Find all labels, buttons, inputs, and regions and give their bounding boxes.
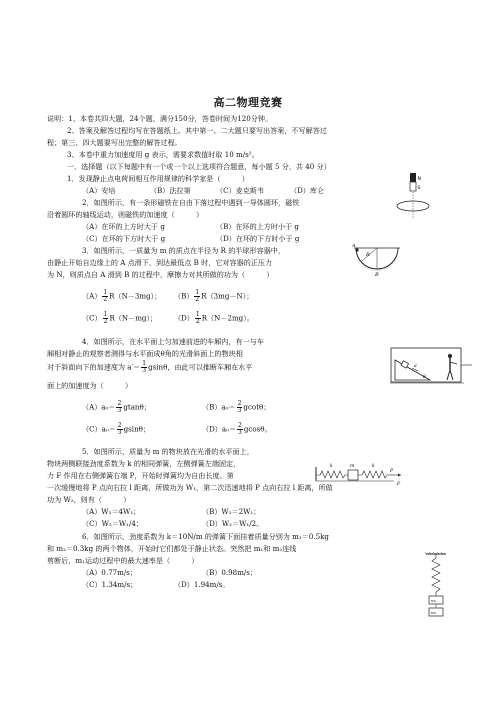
- q4-opt-num: 2: [238, 422, 242, 429]
- q3-option-a-fraction: [102, 290, 108, 303]
- q5-stem-line-3: 力 F 作用在右侧弹簧右端 P，开始时弹簧均为自由长度。第: [47, 471, 234, 480]
- q3-fig-label-b: B: [375, 272, 379, 278]
- q5-spring-figure: [312, 461, 404, 487]
- q5-stem-line-5: 功为 W₂，则有（ ）: [47, 495, 131, 504]
- q5-option-c: （C）W₂＝W₁/4；: [82, 519, 143, 528]
- q2-option-a: （A）在环的上方时大于 g: [82, 222, 165, 231]
- q6-fig-label-m1: m₁: [431, 598, 437, 603]
- q4-opt-num: 2: [237, 400, 242, 407]
- q2-fig-label-n: N: [417, 177, 421, 182]
- q4-frac-den: 3: [142, 367, 147, 374]
- q3-fig-label-r: R: [366, 252, 370, 258]
- q4-option-a-label: （A）a₀＝: [82, 402, 116, 412]
- q4-opt-num: 2: [117, 422, 122, 429]
- q6-fig-label-m2: m₂: [431, 610, 437, 615]
- q4-line3-text-a: 对于斜面向下的加速度为 a′＝: [47, 362, 141, 372]
- q5-fig-label-p: P: [390, 469, 394, 474]
- q3-fig-label-a: A: [352, 244, 356, 249]
- q5-stem-line-1: 5．如图所示，质量为 m 的物块放在光滑的水平面上，: [82, 447, 254, 456]
- q3-option-b-text: R（3mg－N）；: [201, 291, 254, 301]
- q5-option-a: （A）W₂＝4W₁；: [82, 507, 141, 516]
- q4-stem-line-2: 厢相对静止的观察者测得与水平面成θ角的光滑斜面上的物块相: [47, 349, 243, 358]
- q3-option-a-label: （A）: [82, 291, 102, 301]
- q4-option-a-fraction: [116, 401, 122, 414]
- q4-option-b-text: gcotθ；: [243, 402, 271, 412]
- q4-option-d-text: gcosθ。: [243, 424, 272, 434]
- q4-opt-den: 3: [238, 429, 242, 436]
- q4-stem-line-3: [47, 361, 252, 374]
- q3-option-c-fraction: [103, 312, 109, 325]
- q3-option-a-text: R（N－3mg）；: [109, 291, 162, 301]
- q4-opt-num: 2: [117, 400, 122, 407]
- instruction-line-3: 程；第三、四大题要写出完整的解答过程。: [47, 138, 182, 147]
- q3-option-d-fraction: [195, 312, 201, 325]
- q6-stem-line-1: 6．如图所示，劲度系数为 k＝10N/m 的弹簧下面挂着质量分别为 m₁＝0.5kg: [82, 532, 329, 541]
- q4-option-b-label: （B）a₀＝: [202, 402, 236, 412]
- q4-option-d-label: （D）a₀＝: [202, 424, 237, 434]
- q3-option-b-label: （B）: [174, 291, 194, 301]
- instruction-line-4: 3、本卷中重力加速度用 g 表示，需要求数值时取 10 m/s²。: [67, 150, 259, 159]
- q4-option-a-text: gtanθ；: [123, 402, 151, 412]
- instruction-line-2: 2、答案及解答过程均写在答题纸上。其中第一、二大题只要写出答案，不写解答过: [67, 126, 327, 135]
- q1-option-b: （B）法拉第: [150, 186, 191, 195]
- q5-stem-line-4: 一次缓慢地将 P 点向右拉 l 距离，所做功为 W₁，第二次迅速地将 P 点向右拉 l 距离，所做: [47, 483, 333, 492]
- q3-stem-line-1: 3．如图所示，一质量为 m 的质点在半径为 R 的半球形容器中，: [82, 246, 285, 255]
- q3-option-a: [82, 290, 161, 303]
- q3-option-d-label: （D）: [174, 313, 194, 323]
- q5-fig-label-k2: k: [372, 464, 375, 469]
- q6-option-b: （B）0.98m/s；: [202, 568, 258, 577]
- q5-fig-label-f: F: [397, 482, 401, 487]
- q1-option-d: （D）库仑: [290, 186, 325, 195]
- q4-option-d: [202, 423, 272, 436]
- q3-frac-num: 1: [195, 311, 200, 318]
- q3-stem-line-2: 由静止开始自边缘上的 A 点滑下，到达最低点 B 时，它对容器的正压力: [47, 258, 273, 267]
- q4-opt-den: 3: [237, 407, 242, 414]
- q2-fig-label-s: S: [417, 186, 421, 191]
- q5-option-b: （B）W₂＝2W₁；: [202, 507, 261, 516]
- q4-stem-line-1: 4．如图所示，在水平面上匀加速前进的车厢内，有一与车: [82, 337, 264, 346]
- q6-stem-line-3: 剪断后，m₁运动过程中的最大速率是（ ）: [47, 556, 199, 565]
- q2-magnet-figure: [394, 172, 434, 222]
- q2-option-b: （B）在环的上方时小于 g: [216, 222, 299, 231]
- q4-option-d-fraction: [237, 423, 243, 436]
- q3-option-b: [174, 290, 253, 303]
- q6-option-c: （C）1.34m/s；: [82, 580, 138, 589]
- q4-frac-num: 1: [142, 360, 147, 367]
- q3-frac-num: 1: [195, 289, 200, 296]
- q2-stem-line-1: 2．如图所示，有一条形磁铁在自由下落过程中遇到一导体圆环，磁铁: [82, 198, 300, 207]
- q3-option-d-text: R（N－2mg）。: [201, 313, 254, 323]
- q3-option-c-text: R（N－mg）；: [109, 313, 158, 323]
- q4-option-c: [82, 423, 150, 436]
- q3-frac-den: 2: [195, 296, 200, 303]
- q3-option-c-label: （C）: [82, 313, 102, 323]
- q3-option-c: [82, 312, 157, 325]
- q4-option-c-text: gsinθ；: [123, 424, 151, 434]
- q5-stem-line-2: 物块两侧联接劲度系数为 k 的相同弹簧，左侧弹簧左端固定，: [47, 459, 241, 468]
- q4-stem-fraction: [141, 361, 147, 374]
- q6-option-d: （D）1.94m/s。: [174, 580, 230, 589]
- q4-option-c-fraction: [117, 423, 123, 436]
- q3-option-b-fraction: [194, 290, 200, 303]
- q6-spring-figure: [424, 552, 448, 620]
- q3-hemisphere-figure: [352, 244, 402, 284]
- q3-frac-num: 1: [103, 311, 108, 318]
- q1-option-c: （C）麦克斯韦: [216, 186, 264, 195]
- q3-option-d: [174, 312, 254, 325]
- q3-frac-den: 2: [103, 318, 108, 325]
- q6-option-a: （A）0.77m/s；: [82, 568, 137, 577]
- q5-fig-label-k1: k: [330, 464, 333, 469]
- instruction-line-1: 说明：1、本卷共四大题，24个题，满分150分，答卷时间为120分钟。: [47, 114, 273, 123]
- q2-option-c: （C）在环的下方时大于 g: [82, 234, 166, 243]
- q3-frac-den: 2: [103, 296, 108, 303]
- q4-line3-text-b: gsinθ，由此可以推断车厢在水平: [148, 362, 253, 372]
- q2-stem-line-2: 沿着圆环的轴线运动，则磁铁的加速度（ ）: [47, 210, 204, 219]
- q4-option-c-label: （C）a₀＝: [82, 424, 116, 434]
- q3-frac-den: 2: [195, 318, 200, 325]
- q3-stem-line-3: 为 N，则质点自 A 滑到 B 的过程中，摩擦力对其所做的功为（ ）: [47, 270, 274, 279]
- q5-option-d: （D）W₂＝W₁/2。: [202, 519, 264, 528]
- q2-option-d: （D）在环的下方时小于 g: [216, 234, 300, 243]
- q4-option-b-fraction: [237, 401, 243, 414]
- q4-incline-figure: [390, 346, 474, 386]
- section-heading: 一．选择题（以下每题中有一个或一个以上选项符合题意，每小题 5 分，共 40 分）: [67, 162, 331, 171]
- q1-stem: 1．发现静止点电荷间相互作用规律的科学家是（ ）: [67, 174, 249, 183]
- q4-opt-den: 3: [117, 429, 122, 436]
- q5-fig-label-m: m: [350, 464, 355, 469]
- q4-stem-line-4: 面上的加速度为（ ）: [47, 381, 133, 390]
- page-title: 高二物理竞赛: [213, 96, 283, 109]
- q4-option-a: [82, 401, 151, 414]
- q1-option-a: （A）安培: [82, 186, 116, 195]
- q3-frac-num: 1: [103, 289, 108, 296]
- q4-option-b: [202, 401, 270, 414]
- q4-fig-label-theta: θ: [423, 375, 426, 380]
- q6-stem-line-2: 和 m₂＝0.3kg 的两个物体，开始时它们都处于静止状态。突然把 m₁和 m₂连线: [47, 544, 297, 553]
- q4-fig-label-a: a′: [414, 364, 418, 369]
- q4-opt-den: 3: [117, 407, 122, 414]
